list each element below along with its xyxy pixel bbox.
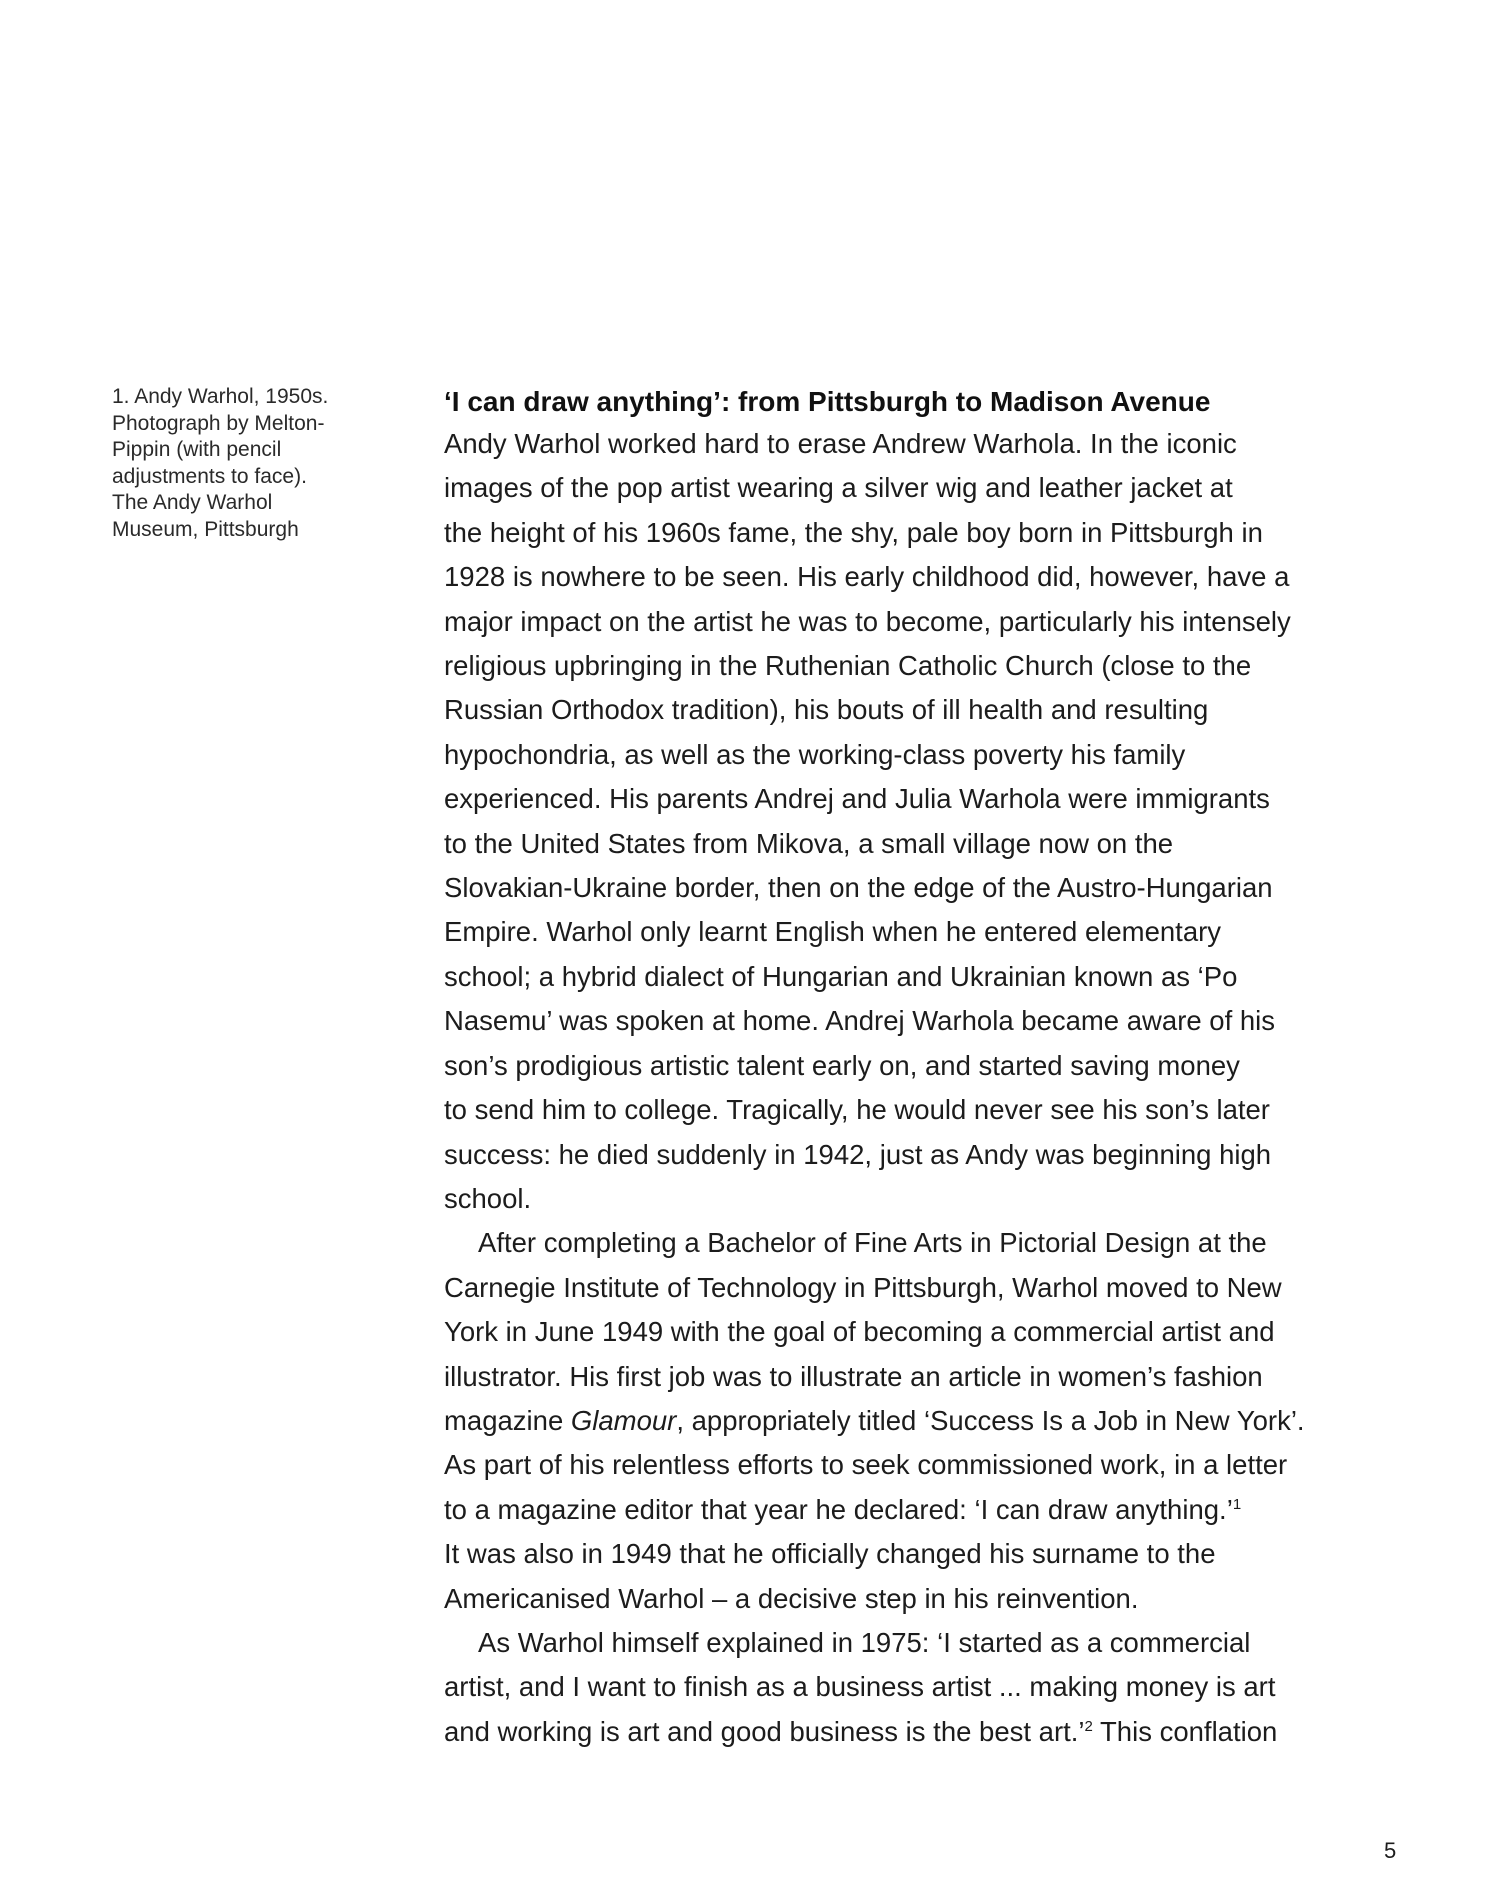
text-line: the height of his 1960s fame, the shy, pale boy born in Pittsburgh in [444, 516, 1263, 548]
caption-line: 1. Andy Warhol, 1950s. [112, 385, 329, 408]
magazine-title: Glamour [570, 1404, 677, 1436]
text-line: illustrator. His first job was to illustrate an article in women’s fashion [444, 1360, 1263, 1392]
text-line: Russian Orthodox tradition), his bouts of ill health and resulting [444, 694, 1209, 726]
text-line: experienced. His parents Andrej and Julia Warhola were immigrants [444, 783, 1270, 815]
text-line: As Warhol himself explained in 1975: ‘I started as a commercial [478, 1626, 1251, 1658]
text-line: As part of his relentless efforts to seek commissioned work, in a letter [444, 1449, 1288, 1481]
text-fragment: This conflation [1092, 1715, 1278, 1747]
caption-line: adjustments to face). [112, 464, 307, 488]
paragraph-2 [444, 1221, 1444, 1621]
caption-line: Photograph by Melton- [112, 411, 325, 435]
caption-line: Pippin (with pencil [112, 438, 282, 461]
figure-caption [112, 384, 384, 543]
text-line: to the United States from Mikova, a small village now on the [444, 827, 1174, 859]
text-line: Carnegie Institute of Technology in Pittsburgh, Warhol moved to New [444, 1271, 1282, 1303]
text-line: hypochondria, as well as the working-class poverty his family [444, 738, 1186, 770]
text-line: Americanised Warhol – a decisive step in his reinvention. [444, 1582, 1139, 1614]
footnote-marker: 1 [1232, 1495, 1242, 1513]
article-body [444, 384, 1444, 1754]
text-line: son’s prodigious artistic talent early on, and started saving money [444, 1049, 1240, 1081]
footnote-marker: 2 [1084, 1717, 1093, 1735]
text-line: religious upbringing in the Ruthenian Catholic Church (close to the [444, 650, 1252, 682]
paragraph-1 [444, 422, 1444, 1221]
text-fragment: magazine [444, 1404, 571, 1436]
page-number: 5 [1384, 1838, 1397, 1863]
text-line: artist, and I want to finish as a business artist ... making money is art [444, 1671, 1276, 1703]
text-line [444, 1399, 1444, 1443]
text-line: to send him to college. Tragically, he would never see his son’s later [444, 1094, 1270, 1126]
caption-line: Museum, Pittsburgh [112, 517, 299, 541]
text-line: school; a hybrid dialect of Hungarian and Ukrainian known as ‘Po [444, 960, 1238, 992]
text-line: 1928 is nowhere to be seen. His early childhood did, however, have a [444, 561, 1290, 593]
text-line: York in June 1949 with the goal of becoming a commercial artist and [444, 1316, 1275, 1348]
text-line: school. [444, 1182, 532, 1214]
caption-line: The Andy Warhol [112, 491, 273, 514]
text-line [444, 1488, 1444, 1532]
text-line: Nasemu’ was spoken at home. Andrej Warhola became aware of his [444, 1005, 1276, 1037]
text-line [444, 1710, 1444, 1754]
text-line: Empire. Warhol only learnt English when he entered elementary [444, 916, 1222, 948]
text-line: It was also in 1949 that he officially changed his surname to the [444, 1538, 1216, 1570]
text-fragment: , appropriately titled ‘Success Is a Job in New York’. [676, 1404, 1305, 1436]
text-fragment: to a magazine editor that year he declared: ‘I can draw anything.’ [444, 1493, 1233, 1525]
text-line: images of the pop artist wearing a silver wig and leather jacket at [444, 472, 1233, 504]
text-fragment: and working is art and good business is the best art.’ [444, 1715, 1085, 1747]
text-line: success: he died suddenly in 1942, just as Andy was beginning high [444, 1138, 1272, 1170]
paragraph-3 [444, 1621, 1444, 1754]
text-line: After completing a Bachelor of Fine Arts in Pictorial Design at the [478, 1227, 1267, 1259]
section-heading: ‘I can draw anything’: from Pittsburgh to Madison Avenue [444, 386, 1211, 417]
text-line: Andy Warhol worked hard to erase Andrew Warhola. In the iconic [444, 428, 1237, 459]
text-line: Slovakian-Ukraine border, then on the edge of the Austro-Hungarian [444, 872, 1273, 904]
text-line: major impact on the artist he was to become, particularly his intensely [444, 605, 1291, 637]
